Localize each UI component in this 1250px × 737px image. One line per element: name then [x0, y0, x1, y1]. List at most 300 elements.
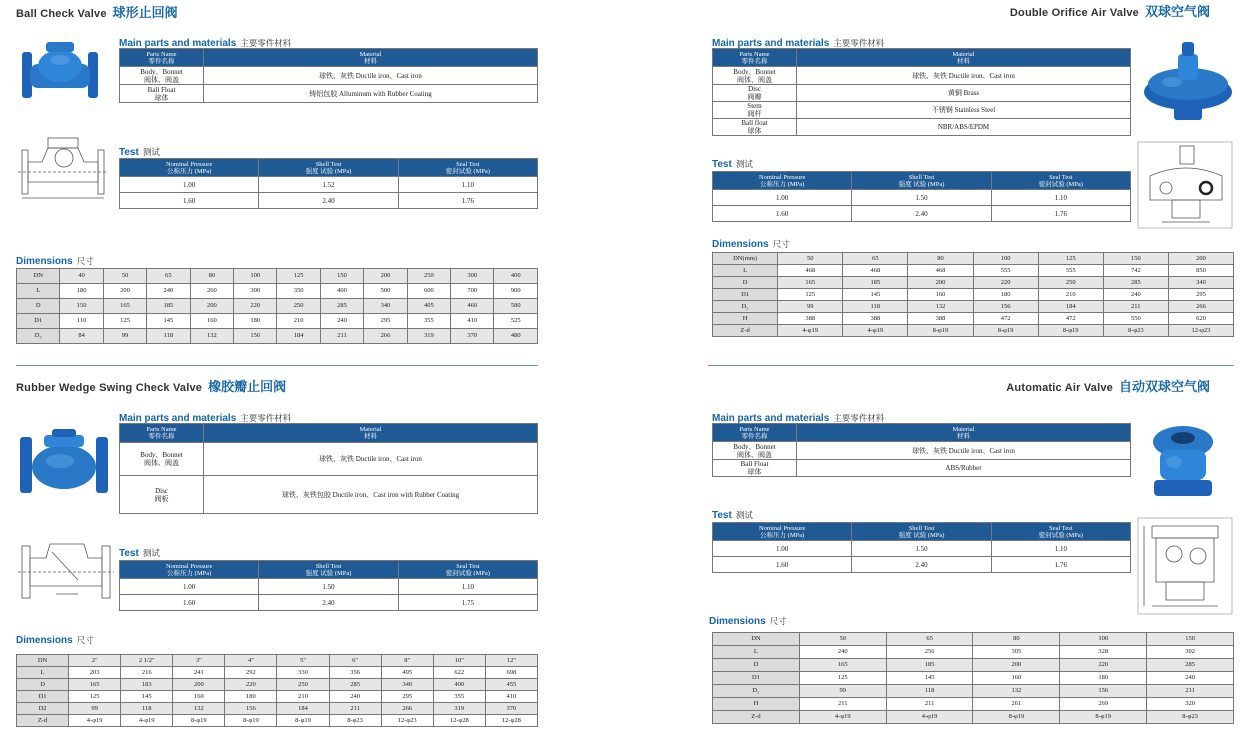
table-row: 1.00 1.50 1.10 — [713, 541, 1131, 557]
table-row: Body、Bonnet 阀体、阀盖 球铁、灰铁 Ductile iron、Cast iron — [713, 67, 1131, 85]
table-cell: 285 — [320, 299, 363, 314]
table-cell: 468 — [843, 265, 908, 277]
table-cell: 160 — [190, 314, 233, 329]
table-cell: 180 — [234, 314, 277, 329]
table-cell: 8" — [381, 655, 433, 667]
rubber-wedge-dimensions-table — [16, 654, 538, 727]
table-row: Ball Float 球体 铸铝包胶 Alluminum with Rubber Coating — [120, 85, 538, 103]
table-cell: D₂ — [713, 301, 778, 313]
table-cell: 132 — [973, 685, 1060, 698]
table-row: Body、Bonnet 阀体、阀盖 球铁、灰铁 Ductile iron、Cast iron — [120, 443, 538, 476]
material-header: Material 材料 — [204, 49, 538, 67]
rubber-wedge-test-table: Nominal Pressure 公称压力 (MPa) Shell Test 强度 试验 (MPa) Seal Test 密封试验 (MPa) 1.00 1.50 1.10 1.60 2.40 1.75 — [119, 560, 538, 611]
table-cell: 2 1/2" — [121, 655, 173, 667]
table-cell: 211 — [1103, 301, 1168, 313]
table-cell: 495 — [381, 667, 433, 679]
table-cell: 240 — [1147, 672, 1234, 685]
double-orifice-parts-table: Parts Name 零件名称 Material 材料 Body、Bonnet 阀体、阀盖 球铁、灰铁 Ductile iron、Cast iron Disc 阀瓣 黄铜 Brass Stem 阀杆 不锈钢 Stainless Steel Ball float 球体 NBR/ABS/EPDM — [712, 48, 1131, 136]
table-cell: 118 — [121, 703, 173, 715]
table-cell: 241 — [173, 667, 225, 679]
table-cell: 100 — [1060, 633, 1147, 646]
table-cell: 160 — [973, 672, 1060, 685]
table-row — [17, 269, 538, 284]
table-cell: 211 — [1147, 685, 1234, 698]
table-cell: 180 — [1060, 672, 1147, 685]
table-row — [713, 633, 1234, 646]
table-cell: 266 — [364, 329, 407, 344]
table-cell: 220 — [234, 299, 277, 314]
table-cell: 392 — [1147, 646, 1234, 659]
table-cell: 295 — [364, 314, 407, 329]
table-cell: 220 — [225, 679, 277, 691]
ball-check-test-label: Test 测试 — [119, 147, 160, 158]
table-cell: 8-φ19 — [1038, 325, 1103, 337]
table-cell: 8-φ23 — [1103, 325, 1168, 337]
table-cell: 8-φ19 — [1060, 711, 1147, 724]
table-cell: 400 — [433, 679, 485, 691]
table-cell: 12-φ23 — [381, 715, 433, 727]
table-cell: 6" — [329, 655, 381, 667]
table-cell: 80 — [190, 269, 233, 284]
table-cell: 216 — [121, 667, 173, 679]
table-cell: 203 — [69, 667, 121, 679]
rubber-wedge-title: Rubber Wedge Swing Check Valve 橡胶瓣止回阀 — [16, 379, 287, 394]
table-cell: 211 — [886, 698, 973, 711]
table-cell: 200 — [173, 679, 225, 691]
table-cell: D — [713, 277, 778, 289]
table-row — [713, 685, 1234, 698]
table-cell: DN — [17, 655, 69, 667]
table-row: Ball float 球体 NBR/ABS/EPDM — [713, 119, 1131, 136]
table-cell: 260 — [190, 284, 233, 299]
table-cell: D1 — [17, 691, 69, 703]
table-cell: 10" — [433, 655, 485, 667]
double-orifice-test-table: Nominal Pressure 公称压力 (MPa) Shell Test 强度 试验 (MPa) Seal Test 密封试验 (MPa) 1.00 1.50 1.10 1.60 2.40 1.76 — [712, 171, 1131, 222]
ball-check-dim-label: Dimensions 尺寸 — [16, 256, 94, 267]
divider — [16, 365, 538, 366]
table-cell: 125 — [799, 672, 886, 685]
rubber-wedge-dim-label: Dimensions 尺寸 — [16, 635, 94, 646]
table-cell: 150 — [1147, 633, 1234, 646]
table-cell: 480 — [494, 329, 538, 344]
table-cell: 410 — [451, 314, 494, 329]
table-row — [713, 698, 1234, 711]
table-cell: 472 — [973, 313, 1038, 325]
ball-check-valve-photo — [16, 38, 104, 108]
table-cell: 156 — [973, 301, 1038, 313]
table-cell: H — [713, 313, 778, 325]
table-cell: 250 — [277, 299, 320, 314]
table-cell: 184 — [1038, 301, 1103, 313]
table-row: 1.60 2.40 1.76 — [713, 557, 1131, 573]
table-cell: 200 — [1168, 253, 1233, 265]
table-cell: 261 — [973, 698, 1060, 711]
table-cell: 4-φ19 — [121, 715, 173, 727]
double-orifice-parts-label: Main parts and materials 主要零件材料 — [712, 38, 885, 49]
table-cell: D1 — [713, 672, 800, 685]
table-cell: 156 — [1060, 685, 1147, 698]
table-cell: 240 — [147, 284, 190, 299]
table-cell: 622 — [433, 667, 485, 679]
table-row — [713, 301, 1234, 313]
table-row — [713, 672, 1234, 685]
double-orifice-dimensions-table — [712, 252, 1234, 337]
table-cell: 211 — [799, 698, 886, 711]
double-orifice-title: Double Orifice Air Valve 双球空气阀 — [1009, 4, 1210, 19]
table-cell: 580 — [494, 299, 538, 314]
table-cell: 340 — [364, 299, 407, 314]
table-cell: 125 — [277, 269, 320, 284]
table-row — [713, 265, 1234, 277]
table-cell: 50 — [799, 633, 886, 646]
table-cell: 110 — [60, 314, 103, 329]
table-cell: 4-φ19 — [69, 715, 121, 727]
table-cell: 210 — [277, 691, 329, 703]
table-cell: 118 — [886, 685, 973, 698]
ball-check-parts-table — [119, 48, 538, 103]
table-cell: 125 — [1038, 253, 1103, 265]
table-cell: 210 — [1038, 289, 1103, 301]
table-row — [713, 253, 1234, 265]
table-cell: 455 — [485, 679, 537, 691]
table-cell: 50 — [103, 269, 146, 284]
table-cell: 300 — [451, 269, 494, 284]
table-cell: 211 — [320, 329, 363, 344]
table-row: Stem 阀杆 不锈钢 Stainless Steel — [713, 102, 1131, 119]
table-cell: 355 — [407, 314, 450, 329]
table-cell: 850 — [1168, 265, 1233, 277]
table-cell: 12-φ23 — [1168, 325, 1233, 337]
table-cell: 99 — [103, 329, 146, 344]
table-row — [17, 314, 538, 329]
table-cell: 180 — [60, 284, 103, 299]
table-cell: 8-φ19 — [277, 715, 329, 727]
table-cell: 240 — [1103, 289, 1168, 301]
table-row — [17, 329, 538, 344]
table-cell: 468 — [908, 265, 973, 277]
table-cell: 150 — [1103, 253, 1168, 265]
table-cell: 80 — [973, 633, 1060, 646]
table-cell: D — [17, 679, 69, 691]
table-cell: DN — [713, 633, 800, 646]
table-cell: 65 — [843, 253, 908, 265]
table-row — [713, 289, 1234, 301]
table-cell: 183 — [121, 679, 173, 691]
table-row: Disc 阀瓣 黄铜 Brass — [713, 85, 1131, 102]
table-cell: 184 — [277, 703, 329, 715]
double-orifice-valve-photo — [1142, 40, 1234, 122]
table-cell: D2 — [17, 703, 69, 715]
table-cell: D₂ — [713, 685, 800, 698]
rubber-wedge-valve-photo — [16, 425, 112, 501]
table-cell: 165 — [103, 299, 146, 314]
table-cell: 295 — [1168, 289, 1233, 301]
table-cell: 350 — [277, 284, 320, 299]
table-cell: 400 — [320, 284, 363, 299]
table-cell: 160 — [908, 289, 973, 301]
table-row — [713, 711, 1234, 724]
table-cell: 460 — [451, 299, 494, 314]
table-cell: 900 — [494, 284, 538, 299]
table-cell: 698 — [485, 667, 537, 679]
table-cell: 388 — [908, 313, 973, 325]
table-cell: 742 — [1103, 265, 1168, 277]
table-cell: 410 — [485, 691, 537, 703]
table-cell: 65 — [886, 633, 973, 646]
automatic-air-title: Automatic Air Valve 自动双球空气阀 — [1006, 379, 1210, 394]
table-cell: 388 — [843, 313, 908, 325]
parts-label-en: Main parts and materials — [119, 38, 237, 49]
table-cell: 292 — [225, 667, 277, 679]
table-row — [713, 646, 1234, 659]
table-cell: 319 — [433, 703, 485, 715]
table-cell: 100 — [973, 253, 1038, 265]
table-cell: 180 — [225, 691, 277, 703]
automatic-air-test-label: Test 测试 — [712, 510, 753, 521]
table-cell: 388 — [778, 313, 843, 325]
table-cell: 555 — [1038, 265, 1103, 277]
table-row: 1.00 1.50 1.10 — [713, 190, 1131, 206]
table-row: Ball Float 球体 ABS/Rubber — [713, 460, 1131, 477]
table-cell: 185 — [843, 277, 908, 289]
table-cell: D1 — [17, 314, 60, 329]
ball-check-title — [16, 2, 178, 22]
table-cell: 4-φ19 — [843, 325, 908, 337]
table-cell: 370 — [485, 703, 537, 715]
table-cell: L — [17, 667, 69, 679]
table-cell: D₂ — [17, 329, 60, 344]
table-cell: 8-φ19 — [973, 711, 1060, 724]
table-cell: 250 — [277, 679, 329, 691]
table-cell: 250 — [1038, 277, 1103, 289]
table-row: 1.00 1.52 1.10 — [120, 177, 538, 193]
table-cell: 319 — [407, 329, 450, 344]
automatic-air-parts-label: Main parts and materials 主要零件材料 — [712, 413, 885, 424]
double-orifice-drawing — [1136, 140, 1234, 230]
table-cell: 370 — [451, 329, 494, 344]
table-cell: 330 — [277, 667, 329, 679]
table-cell: 3" — [173, 655, 225, 667]
table-cell: 99 — [778, 301, 843, 313]
table-cell: 500 — [364, 284, 407, 299]
table-cell: 132 — [908, 301, 973, 313]
table-row: 1.00 1.50 1.10 — [120, 579, 538, 595]
table-cell: 269 — [1060, 698, 1147, 711]
table-cell: 145 — [147, 314, 190, 329]
automatic-air-test-table: Nominal Pressure 公称压力 (MPa) Shell Test 强度 试验 (MPa) Seal Test 密封试验 (MPa) 1.00 1.50 1.10 1.60 2.40 1.76 — [712, 522, 1131, 573]
table-cell: 250 — [407, 269, 450, 284]
table-cell: 220 — [1060, 659, 1147, 672]
table-row: 1.60 2.40 1.75 — [120, 595, 538, 611]
table-row: Body、Bonnet 阀体、阀盖 球铁、灰铁 Ductile iron、Cast iron — [120, 67, 538, 85]
table-cell: 185 — [147, 299, 190, 314]
table-cell: 80 — [908, 253, 973, 265]
table-row: 1.60 2.40 1.76 — [120, 193, 538, 209]
table-cell: 200 — [190, 299, 233, 314]
table-cell: 555 — [973, 265, 1038, 277]
table-cell: 320 — [1147, 698, 1234, 711]
table-cell: 256 — [886, 646, 973, 659]
table-cell: 550 — [1103, 313, 1168, 325]
table-cell: 8-φ19 — [908, 325, 973, 337]
table-cell: 145 — [843, 289, 908, 301]
table-cell: 4" — [225, 655, 277, 667]
table-cell: 165 — [778, 277, 843, 289]
table-row — [17, 703, 538, 715]
table-cell: DN(mm) — [713, 253, 778, 265]
table-cell: 305 — [973, 646, 1060, 659]
table-cell: 525 — [494, 314, 538, 329]
table-cell: 165 — [69, 679, 121, 691]
table-cell: 99 — [69, 703, 121, 715]
table-cell: 4-φ19 — [778, 325, 843, 337]
table-cell: 8-φ23 — [1147, 711, 1234, 724]
table-cell: 65 — [147, 269, 190, 284]
table-cell: 125 — [778, 289, 843, 301]
table-cell: 285 — [329, 679, 381, 691]
table-cell: 12" — [485, 655, 537, 667]
table-cell: 50 — [778, 253, 843, 265]
table-cell: 700 — [451, 284, 494, 299]
table-cell: 156 — [225, 703, 277, 715]
table-cell: 285 — [1147, 659, 1234, 672]
ball-check-title-cn: 球形止回阀 — [112, 5, 178, 20]
table-cell: 12-φ28 — [485, 715, 537, 727]
table-cell: 295 — [381, 691, 433, 703]
table-cell: L — [17, 284, 60, 299]
parts-label-cn: 主要零件材料 — [240, 38, 292, 48]
automatic-air-dimensions-table — [712, 632, 1234, 724]
table-cell: 99 — [799, 685, 886, 698]
table-row — [713, 313, 1234, 325]
table-cell: 132 — [173, 703, 225, 715]
table-cell: 150 — [60, 299, 103, 314]
table-cell: 340 — [381, 679, 433, 691]
table-cell: 184 — [277, 329, 320, 344]
table-cell: 132 — [190, 329, 233, 344]
table-cell: 405 — [407, 299, 450, 314]
table-cell: Z-d — [17, 715, 69, 727]
table-cell: D1 — [713, 289, 778, 301]
table-row — [17, 679, 538, 691]
table-cell: L — [713, 646, 800, 659]
table-cell: 356 — [329, 667, 381, 679]
table-cell: 240 — [329, 691, 381, 703]
table-cell: 84 — [60, 329, 103, 344]
table-cell: 620 — [1168, 313, 1233, 325]
table-cell: 240 — [320, 314, 363, 329]
table-cell: 40 — [60, 269, 103, 284]
table-row: Disc 阀板 球铁、灰铁包胶 Ductile iron、Cast iron with Rubber Coating — [120, 476, 538, 514]
table-cell: 118 — [147, 329, 190, 344]
table-cell: DN — [17, 269, 60, 284]
rubber-wedge-drawing — [16, 536, 116, 606]
rubber-wedge-parts-label: Main parts and materials 主要零件材料 — [119, 413, 292, 424]
table-cell: 285 — [1103, 277, 1168, 289]
table-cell: 2" — [69, 655, 121, 667]
table-cell: H — [713, 698, 800, 711]
table-row — [713, 659, 1234, 672]
table-cell: 472 — [1038, 313, 1103, 325]
ball-check-drawing — [16, 132, 110, 202]
table-cell: 200 — [364, 269, 407, 284]
table-cell: 600 — [407, 284, 450, 299]
automatic-air-valve-photo — [1146, 420, 1220, 500]
rubber-wedge-test-label: Test 测试 — [119, 548, 160, 559]
double-orifice-test-label: Test 测试 — [712, 159, 753, 170]
table-cell: 100 — [234, 269, 277, 284]
table-cell: 160 — [173, 691, 225, 703]
table-cell: 8-φ23 — [329, 715, 381, 727]
table-cell: 156 — [234, 329, 277, 344]
table-cell: 145 — [121, 691, 173, 703]
table-cell: 220 — [973, 277, 1038, 289]
table-cell: 118 — [843, 301, 908, 313]
table-row: 1.60 2.40 1.76 — [713, 206, 1131, 222]
table-cell: 8-φ19 — [173, 715, 225, 727]
table-row — [17, 299, 538, 314]
table-cell: 200 — [103, 284, 146, 299]
table-row — [17, 691, 538, 703]
table-cell: 180 — [973, 289, 1038, 301]
table-cell: 145 — [886, 672, 973, 685]
table-row — [17, 284, 538, 299]
automatic-air-drawing — [1136, 516, 1234, 616]
rubber-wedge-parts-table: Parts Name 零件名称 Material 材料 Body、Bonnet 阀体、阀盖 球铁、灰铁 Ductile iron、Cast iron Disc 阀板 球铁、灰铁包胶 Ductile iron、Cast iron with Rubber Coating — [119, 423, 538, 514]
automatic-air-dim-label: Dimensions 尺寸 — [709, 616, 787, 627]
table-cell: 12-φ28 — [433, 715, 485, 727]
table-cell: 266 — [381, 703, 433, 715]
table-row — [713, 277, 1234, 289]
table-cell: 200 — [908, 277, 973, 289]
table-cell: 5" — [277, 655, 329, 667]
table-cell: 240 — [799, 646, 886, 659]
table-cell: L — [713, 265, 778, 277]
table-cell: 4-φ19 — [799, 711, 886, 724]
parts-name-header: Parts Name 零件名称 — [120, 49, 204, 67]
table-cell: 355 — [433, 691, 485, 703]
ball-check-test-table: Nominal Pressure 公称压力 (MPa) Shell Test 强度 试验 (MPa) Seal Test 密封试验 (MPa) 1.00 1.52 1.10 1.60 2.40 1.76 — [119, 158, 538, 209]
table-cell: Z-d — [713, 711, 800, 724]
table-row — [17, 715, 538, 727]
table-cell: 185 — [886, 659, 973, 672]
table-cell: 125 — [103, 314, 146, 329]
table-cell: 150 — [320, 269, 363, 284]
table-cell: 400 — [494, 269, 538, 284]
table-cell: 340 — [1168, 277, 1233, 289]
double-orifice-dim-label: Dimensions 尺寸 — [712, 239, 790, 250]
table-row: Body、Bonnet 阀体、阀盖 球铁、灰铁 Ductile iron、Cast iron — [713, 442, 1131, 460]
ball-check-title-en: Ball Check Valve — [16, 8, 107, 20]
table-cell: 8-φ19 — [973, 325, 1038, 337]
table-cell: Z-d — [713, 325, 778, 337]
table-cell: 210 — [277, 314, 320, 329]
table-cell: D — [17, 299, 60, 314]
table-cell: D — [713, 659, 800, 672]
table-cell: 266 — [1168, 301, 1233, 313]
ball-check-dimensions-table — [16, 268, 538, 344]
table-cell: 165 — [799, 659, 886, 672]
table-cell: 300 — [234, 284, 277, 299]
table-cell: 468 — [778, 265, 843, 277]
table-row — [713, 325, 1234, 337]
divider — [708, 365, 1234, 366]
table-cell: 200 — [973, 659, 1060, 672]
table-row — [17, 667, 538, 679]
table-row — [17, 655, 538, 667]
table-cell: 125 — [69, 691, 121, 703]
automatic-air-parts-table: Parts Name 零件名称 Material 材料 Body、Bonnet 阀体、阀盖 球铁、灰铁 Ductile iron、Cast iron Ball Float 球体 ABS/Rubber — [712, 423, 1131, 477]
